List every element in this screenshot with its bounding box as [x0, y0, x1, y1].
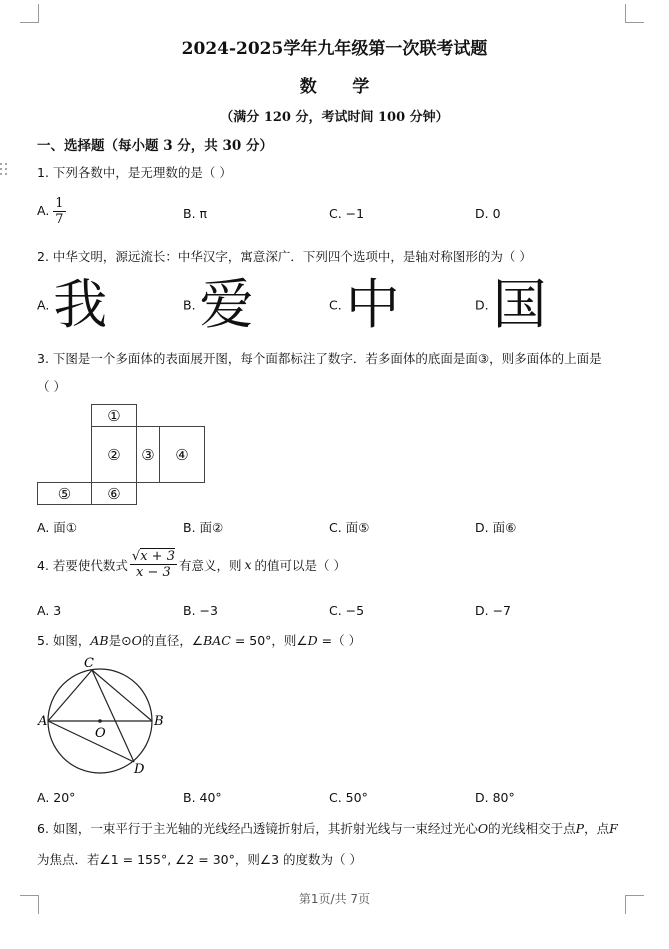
- q4-radicand: x + 3: [140, 549, 175, 564]
- label-c: C: [84, 656, 94, 671]
- q4-option-a[interactable]: A. 3: [37, 603, 62, 618]
- subject-title: 数 学: [299, 77, 370, 97]
- q6-line1-pre: 6. 如图，一束平行于主光轴的光线经凸透镜折射后，其折射光线与一束经过光心: [37, 821, 478, 836]
- q1-a-label: A.: [37, 203, 50, 218]
- q6-line1: [37, 819, 618, 837]
- section-heading: 一、选择题（每小题 3 分，共 30 分）: [37, 138, 273, 154]
- q6-p: P: [575, 821, 585, 836]
- q5-option-b[interactable]: B. 40°: [183, 790, 222, 805]
- q3-option-b[interactable]: B. 面②: [183, 520, 224, 535]
- q4-numerator: [130, 549, 177, 565]
- q5-option-d[interactable]: D. 80°: [475, 790, 515, 805]
- drag-handle-icon[interactable]: [0, 163, 8, 177]
- label-a: A: [38, 714, 48, 729]
- q2-option-b[interactable]: [183, 273, 254, 336]
- q5-o: O: [131, 633, 142, 648]
- q5-circle-figure: [30, 655, 170, 780]
- q4-option-d[interactable]: D. −7: [475, 603, 511, 618]
- net-face-5: ⑤: [37, 482, 92, 505]
- q3-option-d[interactable]: D. 面⑥: [475, 520, 517, 535]
- q1-stem: 1. 下列各数中，是无理数的是（ ）: [37, 165, 232, 180]
- q3-option-a[interactable]: A. 面①: [37, 520, 77, 535]
- q4-option-c[interactable]: C. −5: [329, 603, 365, 618]
- q5-stem-post: =（ ）: [317, 633, 362, 648]
- q1-option-b[interactable]: B. π: [183, 206, 208, 221]
- q4-fraction: [130, 549, 177, 580]
- exam-note: （满分 120 分，考试时间 100 分钟）: [220, 110, 449, 125]
- q6-f: F: [609, 821, 618, 836]
- net-face-1: ①: [91, 404, 137, 427]
- q5-option-c[interactable]: C. 50°: [329, 790, 368, 805]
- q4-stem: [37, 549, 346, 580]
- q3-stem-line1: 3. 下图是一个多面体的表面展开图，每个面都标注了数字．若多面体的底面是面③，则多面体的上面是: [37, 351, 602, 366]
- label-d: D: [134, 762, 145, 777]
- q5-ab: AB: [90, 633, 109, 648]
- q6-line2: 为焦点．若∠1 = 155°, ∠2 = 30°，则∠3 的度数为（ ）: [37, 852, 362, 867]
- exam-title: 2024-2025学年九年级第一次联考试题: [181, 39, 488, 59]
- q2-b-label: B.: [183, 297, 196, 313]
- chord-cd: [92, 670, 134, 762]
- q2-option-d[interactable]: [475, 273, 547, 336]
- q5-d: D: [307, 633, 318, 648]
- q5-stem-pre: 5. 如图，: [37, 633, 91, 648]
- q1-option-c[interactable]: C. −1: [329, 206, 365, 221]
- q5-stem-mid2: 的直径，∠: [141, 633, 204, 648]
- q5-bac: BAC: [203, 633, 231, 648]
- q2-a-label: A.: [37, 297, 50, 313]
- q2-b-character: 爱: [199, 273, 254, 336]
- q6-line1-mid2: ，点: [584, 821, 610, 836]
- sqrt-sign: √: [131, 549, 141, 564]
- q2-option-c[interactable]: [329, 273, 400, 336]
- q1-option-a[interactable]: [37, 196, 66, 227]
- q5-stem-mid3: = 50°，则∠: [230, 633, 308, 648]
- page-number: 第1页/共 7页: [298, 892, 371, 906]
- crop-mark-top-left: [20, 4, 39, 23]
- q3-option-c[interactable]: C. 面⑤: [329, 520, 370, 535]
- q2-a-character: 我: [53, 273, 108, 336]
- q2-c-label: C.: [329, 297, 342, 313]
- q1-option-d[interactable]: D. 0: [475, 206, 501, 221]
- center-point: [98, 719, 102, 723]
- q4-stem-mid: 有意义，则: [178, 557, 242, 573]
- net-face-3: ③: [136, 426, 160, 483]
- q1-a-denominator: 7: [55, 212, 64, 227]
- q5-stem: [37, 631, 361, 649]
- q5-option-a[interactable]: A. 20°: [37, 790, 76, 805]
- net-face-4: ④: [159, 426, 205, 483]
- q4-option-b[interactable]: B. −3: [183, 603, 218, 618]
- q2-stem: 2. 中华文明，源远流长：中华汉字，寓意深广．下列四个选项中，是轴对称图形的为（ ）: [37, 249, 532, 264]
- q2-d-character: 国: [492, 273, 547, 336]
- q6-o: O: [477, 821, 489, 836]
- crop-mark-top-right: [625, 4, 644, 23]
- q1-a-fraction: [53, 196, 65, 227]
- q4-var: x: [244, 557, 252, 572]
- label-o: O: [95, 726, 106, 741]
- q4-denominator: x − 3: [136, 565, 171, 580]
- net-face-2: ②: [91, 426, 137, 483]
- net-face-6: ⑥: [91, 482, 137, 505]
- q3-stem-line2: （ ）: [37, 379, 66, 394]
- label-b: B: [154, 714, 164, 729]
- q6-line1-mid: 的光线相交于点: [488, 821, 576, 836]
- q2-c-character: 中: [345, 273, 400, 336]
- q4-stem-post: 的值可以是（ ）: [254, 557, 347, 573]
- q1-a-numerator: 1: [55, 196, 64, 211]
- q2-d-label: D.: [475, 297, 489, 313]
- q5-stem-mid1: 是⊙: [108, 633, 132, 648]
- q4-stem-pre: 4. 若要使代数式: [37, 557, 128, 573]
- chord-bc: [92, 670, 152, 721]
- q2-option-a[interactable]: [37, 273, 108, 336]
